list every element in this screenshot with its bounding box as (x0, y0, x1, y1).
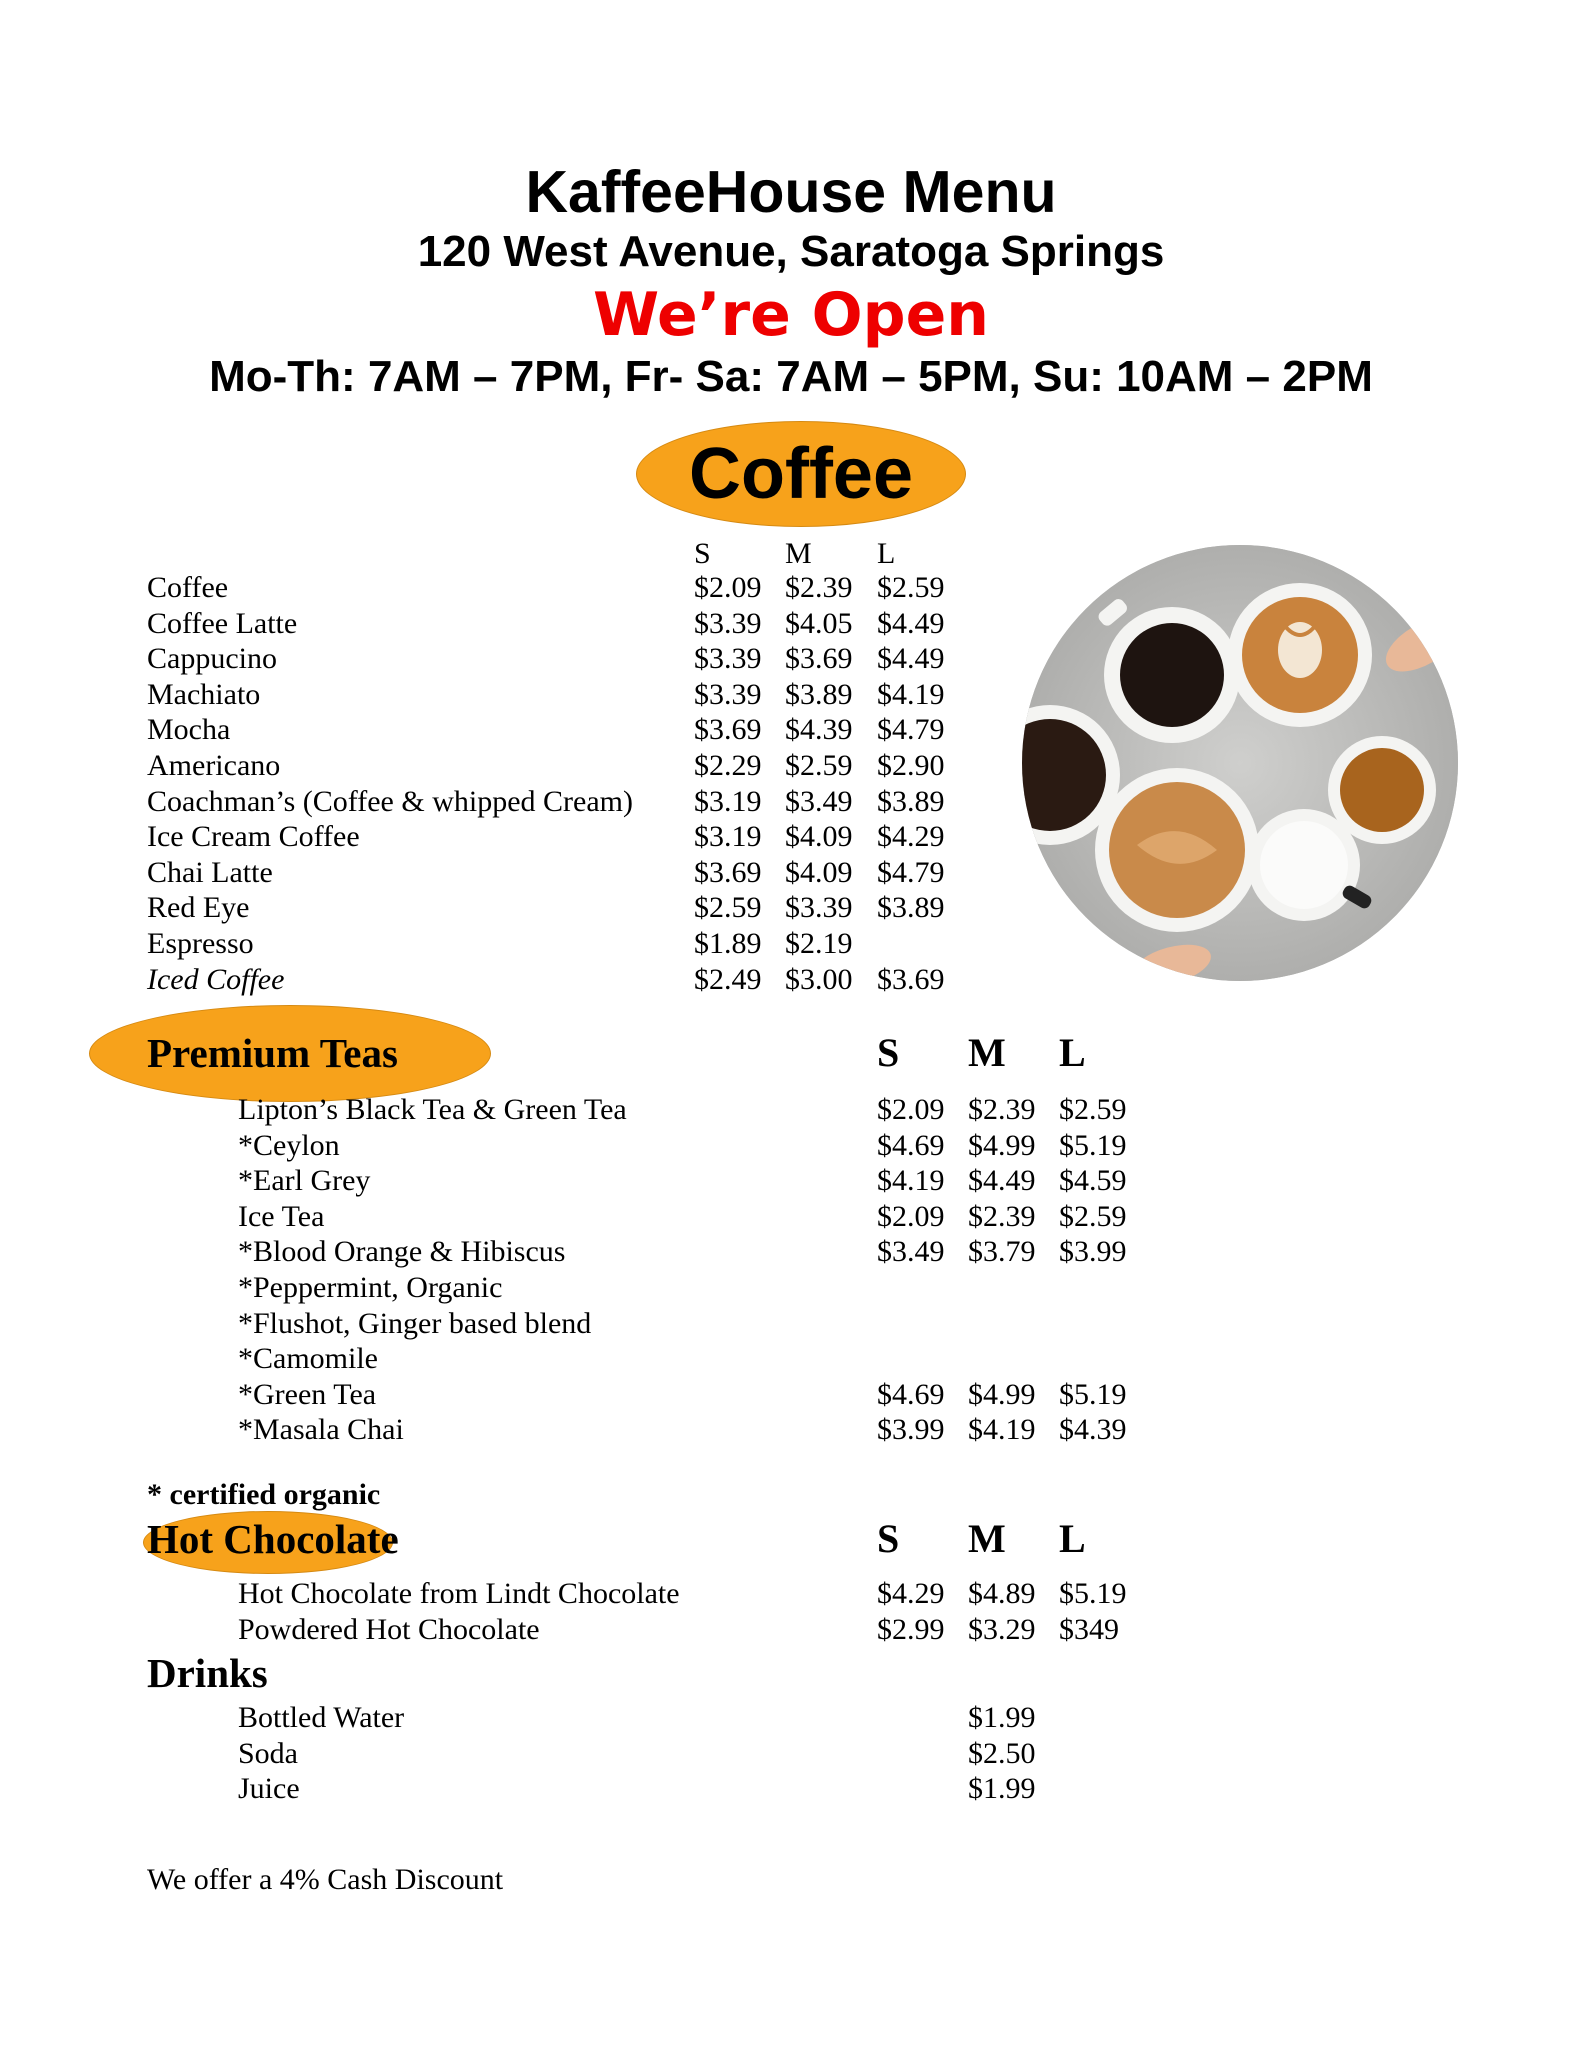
drink-item-name: Bottled Water (238, 1701, 405, 1734)
coffee-size-s: S (694, 537, 711, 570)
coffee-item-price-l: $4.49 (877, 607, 945, 640)
coffee-item-price-m: $4.05 (785, 607, 853, 640)
coffee-item-name: Ice Cream Coffee (147, 820, 360, 853)
tea-item-price-l: $3.99 (1059, 1235, 1127, 1268)
coffee-item-price-m: $3.49 (785, 785, 853, 818)
tea-item-name: Lipton’s Black Tea & Green Tea (238, 1093, 627, 1126)
coffee-item-name: Machiato (147, 678, 261, 711)
hot-chocolate-item-price-l: $349 (1059, 1613, 1119, 1646)
address: 120 West Avenue, Saratoga Springs (417, 227, 1165, 276)
coffee-item-price-m: $4.09 (785, 856, 853, 889)
organic-note: * certified organic (147, 1478, 381, 1511)
tea-item-price-s: $2.09 (877, 1200, 945, 1233)
tea-item-price-s: $2.09 (877, 1093, 945, 1126)
tea-item-name: *Green Tea (238, 1378, 377, 1411)
coffee-item-price-s: $3.19 (694, 820, 762, 853)
opening-hours: Mo-Th: 7AM – 7PM, Fr- Sa: 7AM – 5PM, Su: 10AM – 2PM (209, 352, 1373, 401)
hot-chocolate-item-price-m: $3.29 (968, 1613, 1036, 1646)
choc-size-l: L (1059, 1516, 1086, 1561)
tea-item-price-l: $2.59 (1059, 1093, 1127, 1126)
coffee-item-price-s: $2.59 (694, 891, 762, 924)
menu-title: KaffeeHouse Menu (525, 159, 1057, 225)
teas-size-l: L (1059, 1030, 1086, 1075)
coffee-item-price-l: $2.90 (877, 749, 945, 782)
coffee-item-name: Cappucino (147, 642, 277, 675)
tea-item-price-l: $4.59 (1059, 1164, 1127, 1197)
coffee-item-price-l: $4.79 (877, 713, 945, 746)
coffee-item-name: Iced Coffee (147, 963, 285, 996)
drink-item-price: $2.50 (968, 1737, 1036, 1770)
coffee-item-price-s: $3.39 (694, 642, 762, 675)
coffee-item-price-l: $3.89 (877, 785, 945, 818)
coffee-item-price-s: $3.69 (694, 856, 762, 889)
tea-item-price-l: $5.19 (1059, 1378, 1127, 1411)
coffee-item-price-m: $4.09 (785, 820, 853, 853)
tea-item-price-s: $4.69 (877, 1129, 945, 1162)
coffee-item-price-l: $4.49 (877, 642, 945, 675)
coffee-item-name: Americano (147, 749, 281, 782)
open-banner: We’re Open (592, 280, 990, 350)
tea-item-price-m: $4.49 (968, 1164, 1036, 1197)
drink-item-price: $1.99 (968, 1772, 1036, 1805)
teas-heading: Premium Teas (147, 1030, 398, 1076)
coffee-item-price-m: $3.69 (785, 642, 853, 675)
coffee-item-name: Red Eye (147, 891, 250, 924)
coffee-item-price-m: $3.39 (785, 891, 853, 924)
coffee-item-price-l: $4.79 (877, 856, 945, 889)
tea-item-name: *Peppermint, Organic (238, 1271, 503, 1304)
coffee-item-price-l: $2.59 (877, 571, 945, 604)
tea-item-price-s: $4.69 (877, 1378, 945, 1411)
choc-size-s: S (877, 1516, 900, 1561)
coffee-item-name: Coachman’s (Coffee & whipped Cream) (147, 785, 633, 818)
coffee-heading: Coffee (688, 434, 913, 514)
drink-item-name: Soda (238, 1737, 298, 1770)
choc-size-m: M (968, 1516, 1006, 1561)
coffee-item-price-l: $3.69 (877, 963, 945, 996)
coffee-item-price-l: $4.29 (877, 820, 945, 853)
coffee-item-price-l: $4.19 (877, 678, 945, 711)
tea-item-price-l: $5.19 (1059, 1129, 1127, 1162)
coffee-item-price-m: $2.19 (785, 927, 853, 960)
tea-item-price-m: $2.39 (968, 1093, 1036, 1126)
coffee-size-m: M (785, 537, 812, 570)
coffee-photo-icon (1022, 545, 1458, 981)
coffee-item-name: Espresso (147, 927, 254, 960)
coffee-item-name: Coffee (147, 571, 229, 604)
coffee-item-price-s: $2.09 (694, 571, 762, 604)
coffee-item-price-s: $3.39 (694, 678, 762, 711)
hot-chocolate-item-price-s: $2.99 (877, 1613, 945, 1646)
tea-item-name: *Blood Orange & Hibiscus (238, 1235, 566, 1268)
tea-item-price-m: $4.99 (968, 1378, 1036, 1411)
teas-size-s: S (877, 1030, 900, 1075)
tea-item-name: *Ceylon (238, 1129, 340, 1162)
coffee-item-price-s: $3.19 (694, 785, 762, 818)
tea-item-price-s: $3.49 (877, 1235, 945, 1268)
coffee-item-price-m: $4.39 (785, 713, 853, 746)
coffee-item-price-l: $3.89 (877, 891, 945, 924)
tea-item-name: *Camomile (238, 1342, 378, 1375)
tea-item-price-m: $4.19 (968, 1413, 1036, 1446)
coffee-item-name: Coffee Latte (147, 607, 298, 640)
drink-item-price: $1.99 (968, 1701, 1036, 1734)
drinks-heading: Drinks (147, 1650, 268, 1696)
drink-item-name: Juice (238, 1772, 300, 1805)
tea-item-price-l: $4.39 (1059, 1413, 1127, 1446)
tea-item-price-m: $3.79 (968, 1235, 1036, 1268)
hot-chocolate-item-price-l: $5.19 (1059, 1577, 1127, 1610)
coffee-item-price-m: $3.00 (785, 963, 853, 996)
teas-size-m: M (968, 1030, 1006, 1075)
tea-item-price-m: $2.39 (968, 1200, 1036, 1233)
coffee-item-price-m: $3.89 (785, 678, 853, 711)
coffee-item-price-s: $2.29 (694, 749, 762, 782)
tea-item-price-l: $2.59 (1059, 1200, 1127, 1233)
tea-item-name: Ice Tea (238, 1200, 325, 1233)
coffee-size-l: L (877, 537, 896, 570)
coffee-item-price-s: $3.69 (694, 713, 762, 746)
hot-chocolate-heading: Hot Chocolate (147, 1516, 399, 1562)
coffee-item-price-m: $2.39 (785, 571, 853, 604)
hot-chocolate-item-name: Powdered Hot Chocolate (238, 1613, 540, 1646)
coffee-item-price-s: $3.39 (694, 607, 762, 640)
tea-item-price-m: $4.99 (968, 1129, 1036, 1162)
cash-discount-note: We offer a 4% Cash Discount (147, 1863, 504, 1896)
coffee-item-price-s: $1.89 (694, 927, 762, 960)
hot-chocolate-item-price-s: $4.29 (877, 1577, 945, 1610)
tea-item-name: *Masala Chai (238, 1413, 404, 1446)
coffee-item-price-s: $2.49 (694, 963, 762, 996)
tea-item-price-s: $3.99 (877, 1413, 945, 1446)
coffee-item-name: Chai Latte (147, 856, 273, 889)
hot-chocolate-item-name: Hot Chocolate from Lindt Chocolate (238, 1577, 680, 1610)
coffee-item-price-m: $2.59 (785, 749, 853, 782)
hot-chocolate-item-price-m: $4.89 (968, 1577, 1036, 1610)
tea-item-price-s: $4.19 (877, 1164, 945, 1197)
tea-item-name: *Flushot, Ginger based blend (238, 1307, 592, 1340)
coffee-item-name: Mocha (147, 713, 231, 746)
coffee-cups-photo (1022, 545, 1458, 981)
tea-item-name: *Earl Grey (238, 1164, 371, 1197)
